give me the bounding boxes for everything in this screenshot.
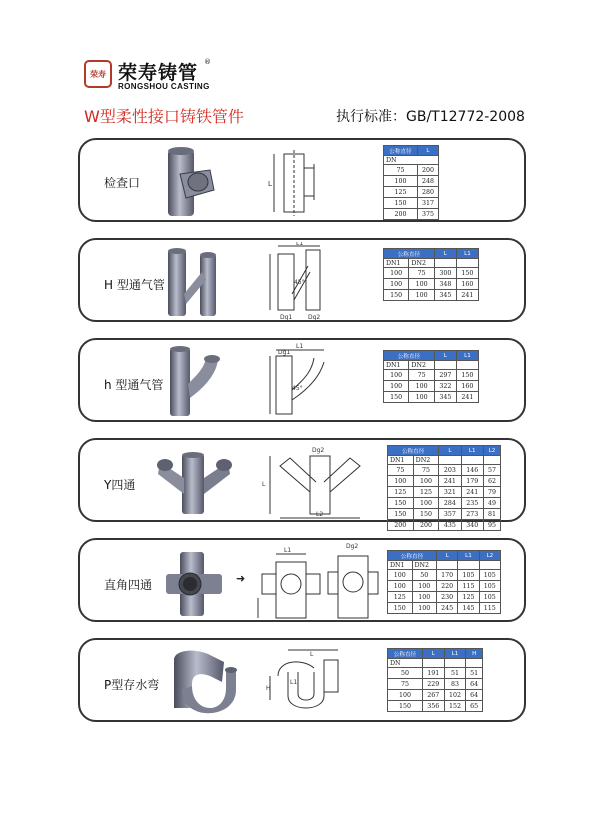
p-trap-drawing [266, 646, 366, 718]
table-cell: L [439, 446, 461, 456]
table-cell: 125 [388, 487, 414, 498]
table-cell: 105 [479, 581, 500, 592]
table-cell: 50 [412, 570, 437, 581]
table-cell: 51 [466, 668, 483, 679]
table-cell: 125 [413, 487, 439, 498]
table-cell: 100 [388, 581, 413, 592]
table-header-row [384, 361, 479, 370]
svg-text:L2: L2 [316, 511, 324, 518]
table-cell: 49 [483, 498, 500, 509]
table-cell: 115 [458, 581, 479, 592]
svg-text:Dg2: Dg2 [346, 543, 359, 550]
table-header-row [388, 659, 483, 668]
product-label: H 型通气管 [104, 278, 165, 292]
right-angle-cross-drawing [256, 542, 388, 622]
table-cell: 102 [444, 690, 466, 701]
table-header-row [388, 649, 483, 659]
product-label: 检查口 [104, 176, 141, 190]
table-cell: 64 [466, 679, 483, 690]
table-cell: 100 [413, 476, 439, 487]
table-cell: 317 [417, 198, 438, 209]
table-cell: 105 [479, 570, 500, 581]
table-cell: DN [388, 659, 423, 668]
table-row [384, 176, 439, 187]
table-cell [461, 456, 483, 465]
table-cell: 230 [437, 592, 458, 603]
table-cell: 375 [417, 209, 438, 220]
table-cell: 公称直径 [388, 551, 437, 561]
table-cell [456, 259, 478, 268]
table-cell: 150 [384, 392, 409, 403]
table-cell: 179 [461, 476, 483, 487]
svg-text:L: L [310, 651, 314, 658]
product-card-inspection [78, 138, 526, 222]
table-cell: 100 [388, 570, 413, 581]
table-cell: 340 [461, 520, 483, 531]
table-cell: DN1 [384, 361, 409, 370]
table-cell: 100 [409, 290, 434, 301]
table-cell: 357 [439, 509, 461, 520]
brand-name-cn: 荣寿铸管 [118, 62, 199, 84]
table-cell: DN1 [384, 259, 409, 268]
table-cell: 100 [412, 581, 437, 592]
table-row [388, 570, 501, 581]
product-card-h-vent [78, 238, 526, 322]
table-cell: L1 [461, 446, 483, 456]
svg-text:Dg1: Dg1 [278, 349, 291, 356]
table-row [388, 476, 501, 487]
table-cell: 公称直径 [388, 649, 423, 659]
table-cell: 51 [444, 668, 466, 679]
svg-text:Dg2: Dg2 [308, 314, 321, 320]
table-cell: 75 [409, 370, 434, 381]
inspection-tee-photo [158, 144, 230, 220]
table-cell [439, 456, 461, 465]
table-cell: 100 [384, 370, 409, 381]
y-cross-drawing [262, 442, 382, 520]
table-row [384, 370, 479, 381]
table-cell: 300 [434, 268, 456, 279]
table-cell: 160 [456, 279, 478, 290]
table-row [388, 592, 501, 603]
table-cell: L [434, 351, 456, 361]
table-cell [422, 659, 444, 668]
table-cell: 公称直径 [384, 249, 435, 259]
table-cell: 150 [388, 509, 414, 520]
table-header-row [384, 351, 479, 361]
table-cell: 100 [384, 176, 418, 187]
spec-table [383, 248, 479, 301]
spec-table [387, 550, 501, 614]
table-cell: 170 [437, 570, 458, 581]
svg-text:45°: 45° [292, 385, 303, 392]
table-cell: 241 [456, 290, 478, 301]
table-cell: 191 [422, 668, 444, 679]
table-row [388, 465, 501, 476]
right-angle-cross-photo [162, 548, 226, 620]
table-row [384, 290, 479, 301]
table-row [384, 279, 479, 290]
table-row [388, 603, 501, 614]
y-cross-photo [156, 448, 236, 520]
table-cell: L [437, 551, 458, 561]
table-cell: H [466, 649, 483, 659]
table-header-row [384, 259, 479, 268]
table-cell [434, 259, 456, 268]
table-cell: DN2 [409, 259, 434, 268]
table-header-row [388, 561, 501, 570]
table-header-row [384, 249, 479, 259]
table-cell: 273 [461, 509, 483, 520]
table-cell: 79 [483, 487, 500, 498]
table-cell: L1 [456, 249, 478, 259]
product-label: Y四通 [104, 478, 136, 492]
table-cell: 64 [466, 690, 483, 701]
inspection-drawing [266, 148, 336, 218]
svg-text:L1: L1 [284, 547, 292, 554]
table-header-row [388, 551, 501, 561]
product-label: 直角四通 [104, 578, 153, 592]
table-cell [483, 456, 500, 465]
product-label: h 型通气管 [104, 378, 164, 392]
svg-text:L1: L1 [296, 242, 304, 247]
table-row [388, 520, 501, 531]
table-cell: 75 [388, 679, 423, 690]
table-cell: L [417, 146, 438, 156]
spec-table [387, 445, 501, 531]
table-cell: 150 [384, 290, 409, 301]
table-cell: 297 [434, 370, 456, 381]
table-cell: 321 [439, 487, 461, 498]
arrow-icon: ➜ [236, 572, 246, 585]
table-header-row [384, 156, 439, 165]
page-title: W型柔性接口铸铁管件 [84, 107, 244, 126]
table-header-row [384, 146, 439, 156]
table-cell: 100 [409, 392, 434, 403]
table-cell: 146 [461, 465, 483, 476]
table-cell: 公称直径 [384, 146, 418, 156]
table-cell: 100 [388, 690, 423, 701]
product-card-y-cross [78, 438, 526, 529]
table-row [384, 392, 479, 403]
table-cell: 200 [413, 520, 439, 531]
table-cell: DN1 [388, 561, 413, 570]
table-row [388, 487, 501, 498]
table-cell: 100 [409, 279, 434, 290]
table-cell: 100 [409, 381, 434, 392]
table-cell: 150 [456, 370, 478, 381]
table-cell: 241 [461, 487, 483, 498]
table-cell [434, 361, 456, 370]
svg-text:L: L [262, 481, 266, 488]
table-cell: 203 [439, 465, 461, 476]
table-cell: L [434, 249, 456, 259]
table-cell: 200 [388, 520, 414, 531]
table-cell: 105 [479, 592, 500, 603]
table-cell: 322 [434, 381, 456, 392]
table-cell: 220 [437, 581, 458, 592]
table-cell: 100 [412, 592, 437, 603]
table-row [384, 165, 439, 176]
table-cell: 150 [388, 498, 414, 509]
table-row [384, 187, 439, 198]
table-cell: 150 [413, 509, 439, 520]
table-cell: DN2 [409, 361, 434, 370]
table-cell: 435 [439, 520, 461, 531]
table-cell: 100 [413, 498, 439, 509]
table-row [384, 381, 479, 392]
registered-mark: ® [204, 58, 211, 66]
table-cell: 200 [417, 165, 438, 176]
spec-table [383, 350, 479, 403]
table-row [388, 509, 501, 520]
table-header-row [388, 456, 501, 465]
table-cell: L1 [458, 551, 479, 561]
table-cell: 150 [388, 603, 413, 614]
table-cell: 245 [437, 603, 458, 614]
svg-text:H: H [266, 685, 271, 692]
table-cell: 150 [384, 198, 418, 209]
table-cell: 248 [417, 176, 438, 187]
table-cell: 235 [461, 498, 483, 509]
table-cell [437, 561, 458, 570]
table-cell: 81 [483, 509, 500, 520]
table-row [384, 209, 439, 220]
table-cell: L [422, 649, 444, 659]
table-cell: 152 [444, 701, 466, 712]
table-cell: 75 [384, 165, 418, 176]
lowercase-h-vent-drawing [266, 342, 356, 420]
table-cell: 50 [388, 668, 423, 679]
brand-seal-icon: 荣寿 [84, 60, 112, 88]
brand-name-en: RONGSHOU CASTING [118, 82, 210, 91]
svg-text:L: L [268, 180, 272, 188]
table-cell: 公称直径 [384, 351, 435, 361]
table-cell: 100 [384, 381, 409, 392]
table-cell: 83 [444, 679, 466, 690]
table-header-row [388, 446, 501, 456]
table-cell: DN [384, 156, 439, 165]
table-cell: 145 [458, 603, 479, 614]
table-cell: 100 [388, 476, 414, 487]
table-cell: 105 [458, 570, 479, 581]
table-cell: 125 [388, 592, 413, 603]
table-cell: 125 [384, 187, 418, 198]
table-cell: 75 [413, 465, 439, 476]
product-card-lowercase-h-vent [78, 338, 526, 422]
table-cell: 356 [422, 701, 444, 712]
table-cell: DN2 [413, 456, 439, 465]
spec-table [387, 648, 483, 712]
table-row [388, 690, 483, 701]
table-cell: L1 [444, 649, 466, 659]
product-card-right-angle-cross [78, 538, 526, 622]
lowercase-h-vent-pipe-photo [164, 344, 236, 420]
table-cell: 公称直径 [388, 446, 439, 456]
table-cell: 241 [439, 476, 461, 487]
table-cell: DN1 [388, 456, 414, 465]
table-row [384, 198, 439, 209]
table-cell [466, 659, 483, 668]
table-cell: 348 [434, 279, 456, 290]
brand-logo [84, 58, 524, 94]
table-cell: 280 [417, 187, 438, 198]
table-cell: DN2 [412, 561, 437, 570]
table-row [388, 701, 483, 712]
h-vent-pipe-photo [162, 244, 234, 320]
table-cell: L2 [479, 551, 500, 561]
table-cell: 229 [422, 679, 444, 690]
svg-text:L1: L1 [296, 343, 304, 350]
table-cell: 75 [409, 268, 434, 279]
table-cell: 160 [456, 381, 478, 392]
spec-table [383, 145, 439, 220]
table-row [388, 498, 501, 509]
table-cell: 95 [483, 520, 500, 531]
table-cell [444, 659, 466, 668]
table-cell: 62 [483, 476, 500, 487]
table-cell: 100 [384, 279, 409, 290]
table-cell: 284 [439, 498, 461, 509]
table-cell [456, 361, 478, 370]
table-cell [479, 561, 500, 570]
table-cell: 100 [412, 603, 437, 614]
table-row [384, 268, 479, 279]
svg-text:Dg2: Dg2 [312, 447, 325, 454]
table-cell: 115 [479, 603, 500, 614]
table-row [388, 668, 483, 679]
table-cell: 267 [422, 690, 444, 701]
table-cell: L1 [456, 351, 478, 361]
table-cell: 150 [456, 268, 478, 279]
table-cell: L2 [483, 446, 500, 456]
table-cell: 100 [384, 268, 409, 279]
svg-text:45°: 45° [294, 279, 305, 286]
table-row [388, 679, 483, 690]
table-cell: 345 [434, 392, 456, 403]
svg-text:Dg1: Dg1 [280, 314, 293, 320]
product-card-p-trap [78, 638, 526, 722]
svg-text:L1: L1 [290, 679, 298, 686]
table-cell: 150 [388, 701, 423, 712]
table-cell: 65 [466, 701, 483, 712]
table-cell: 75 [388, 465, 414, 476]
p-trap-photo [164, 646, 244, 720]
table-cell: 200 [384, 209, 418, 220]
table-cell: 57 [483, 465, 500, 476]
table-cell: 345 [434, 290, 456, 301]
h-vent-drawing [266, 242, 356, 320]
table-cell [458, 561, 479, 570]
table-cell: 241 [456, 392, 478, 403]
product-label: P型存水弯 [104, 678, 160, 692]
table-cell: 125 [458, 592, 479, 603]
standard-text: 执行标准：GB/T12772-2008 [336, 109, 525, 125]
table-row [388, 581, 501, 592]
